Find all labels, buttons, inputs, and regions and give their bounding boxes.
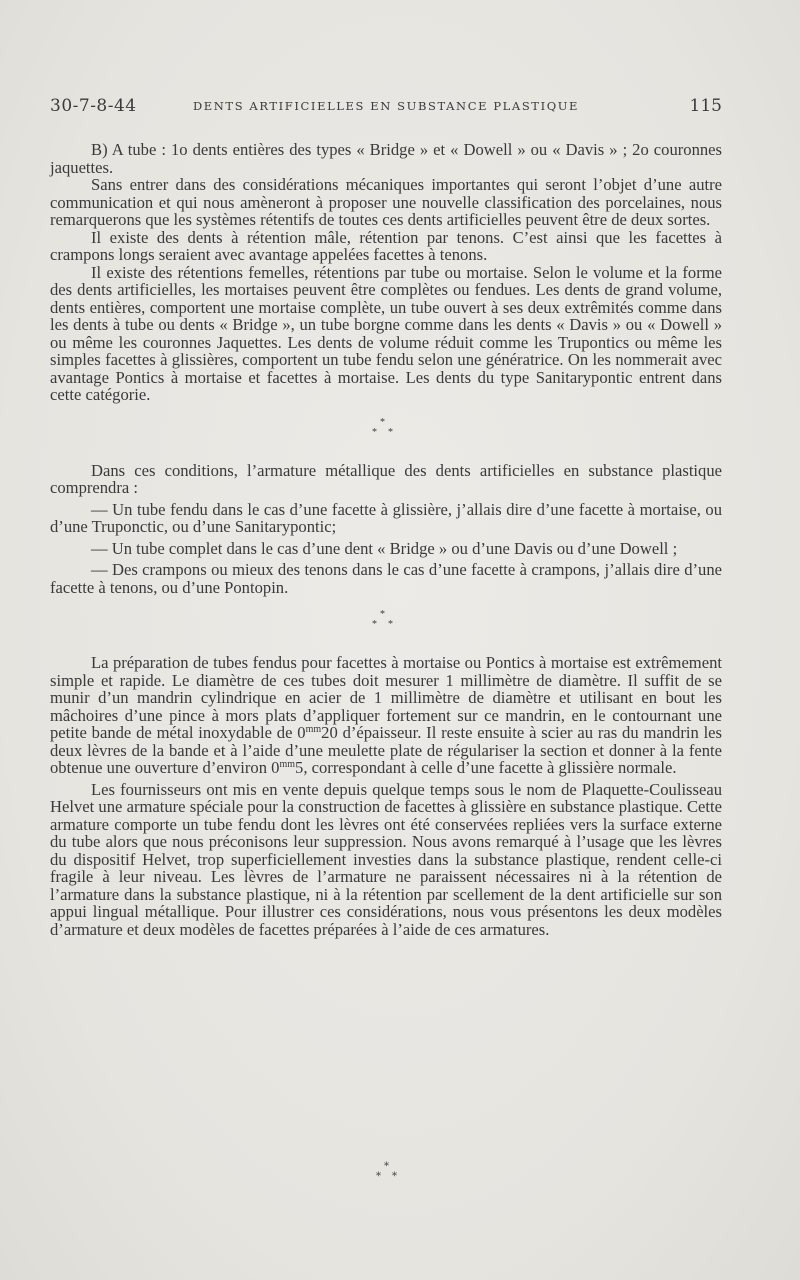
header-title: DENTS ARTIFICIELLES EN SUBSTANCE PLASTIQUE [192,99,580,113]
paragraph-text: 5, correspondant à celle d’une facette à glissière normale. [295,758,677,777]
paragraph: Il existe des rétentions femelles, rétentions par tube ou mortaise. Selon le volume et la forme des dents artificielles, les mortaises peuvent être complètes ou fendues. Les dents de grand volume, dents entières, comportent une mortaise complète, un tube ouvert à ses deux extrêmités comme dans les dents à tube ou dents « Bridge », un tube borgne comme dans les dents « Davis » ou « Dowell » ou même les couronnes Jaquettes. Les dents de volume réduit comme les Trupontics ou même les simples facettes à glissières, comportent un tube fendu selon une génératrice. On les nommerait avec avantage Pontics à mortaise et facettes à mortaise. Les dents du type Sanitarypontic entrent dans cette catégorie. [50,262,722,404]
header-date: 30-7-8-44 [50,96,137,116]
list-item: — Des crampons ou mieux des tenons dans le cas d’une facette à crampons, j’allais dire d’une facette à tenons, ou d’une Pontopin. [50,560,722,597]
section-separator [364,418,404,442]
body-text [50,141,722,942]
paragraph-text: 20 d’épaisseur. Il reste ensuite à scier au ras du mandrin les deux lèvres de la bande et à l’aide d’une meulette plate de régulariser la section et donner à la fente obtenue une ouverture d’environ 0 [50,723,722,777]
paragraph: Il existe des dents à rétention mâle, rétention par tenons. C’est ainsi que les facettes à crampons longs seraient avec avantage appelées facettes à tenons. [50,227,722,264]
paragraph: B) A tube : 1o dents entières des types « Bridge » et « Dowell » ou « Davis » ; 2o couronnes jaquettes. [50,140,722,177]
paragraph: Sans entrer dans des considérations mécaniques importantes qui seront l’objet d’une autre communication et qui nous amèneront à proposer une nouvelle classification des porcelaines, nous remarquerons que les systèmes rétentifs de toutes ces dents artificielles peuvent être de deux sortes. [50,175,722,229]
unit-superscript: mm [305,724,322,735]
unit-superscript: mm [279,759,296,770]
asterisk: * [392,1171,397,1182]
paragraph-text: La préparation de tubes fendus pour facettes à mortaise ou Pontics à mortaise est extrêmement simple et rapide. Le diamètre de ces tubes doit mesurer 1 millimètre de diamètre. Il suffit de se munir d’un mandrin cylindrique en acier de 1 millimètre de diamètre et utilisant en bout les mâchoires d’une pince à mors plats d’appliquer fortement sur ce mandrin, en le contournant une petite bande de métal inoxydable de 0 [50,653,722,742]
page-number: 115 [689,96,722,116]
section-separator-bottom [368,1162,408,1186]
asterisk: * [388,426,393,438]
asterisk: * [388,619,393,630]
asterisk: * [380,609,385,620]
asterisk: * [384,1161,389,1172]
paragraph: Les fournisseurs ont mis en vente depuis quelque temps sous le nom de Plaquette-Coulisseau Helvet une armature spéciale pour la construction de facettes à glissière en substance plastique. Cette armature comporte un tube fendu dont les lèvres ont été conservées repliées vers la surface externe du tube alors que nous préconisons leur suppression. Nous avons remarqué à l’usage que les lèvres du dispositif Helvet, trop superficiellement investies dans la substance plastique, rendent celle-ci fragile à leur niveau. Les lèvres de l’armature ne paraissent nécessaires ni à la rétention de l’armature dans la substance plastique, ni à la rétention par scellement de la dent artificielle sur son appui lingual métallique. Pour illustrer ces considérations, nous vous présentons les deux modèles d’armature et deux modèles de facettes préparées à l’aide de ces armatures. [50,779,722,939]
asterisk: * [372,426,377,438]
asterisk: * [376,1171,381,1182]
section-separator [364,610,404,634]
asterisk: * [372,619,377,630]
paragraph [50,654,722,777]
asterisk: * [380,416,385,428]
list-item: — Un tube complet dans le cas d’une dent « Bridge » ou d’une Davis ou d’une Dowell ; [91,538,678,558]
paragraph: Dans ces conditions, l’armature métallique des dents artificielles en substance plastique comprendra : [50,460,722,497]
list-item: — Un tube fendu dans le cas d’une facette à glissière, j’allais dire d’une facette à mortaise, ou d’une Truponctic, ou d’une Sanitarypontic; [50,499,722,536]
running-header [50,96,722,118]
